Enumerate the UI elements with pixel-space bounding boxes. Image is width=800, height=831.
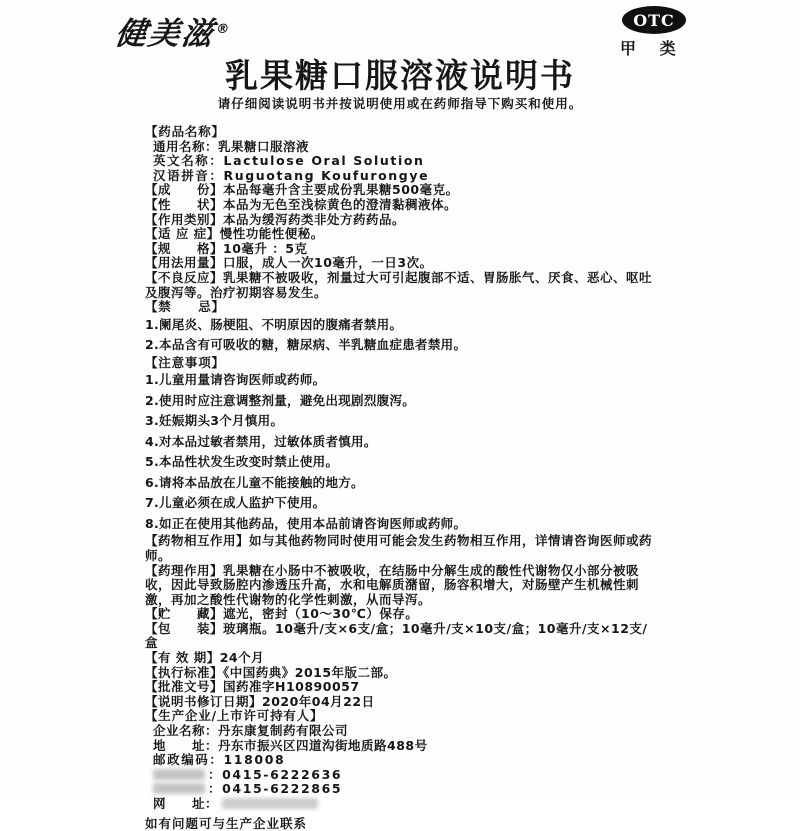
text-line: 【适 应 症】慢性功能性便秘。: [145, 226, 324, 242]
text-line: 【药理作用】乳果糖在小肠中不被吸收，在结肠中分解生成的酸性代谢物仅小部分被吸收，因此导致肠腔内渗透压升高，水和电解质潴留，肠容积增大，对肠壁产生机械性刺激，再加之酸性代谢物的化学性刺激，从而导泻。: [145, 562, 640, 607]
text-line: 【用法用量】口服，成人一次10毫升，一日3次。: [145, 255, 433, 271]
leaflet-body: [145, 125, 659, 831]
brand-logo-text: 健美滋: [112, 16, 218, 52]
otc-badge-label: OTC: [633, 10, 675, 30]
text-line: 【成 份】本品每毫升含主要成份乳果糖500毫克。: [145, 182, 459, 198]
text-line: 5.本品性状发生改变时禁止使用。: [145, 454, 339, 470]
otc-class-label: 甲 类: [620, 39, 685, 58]
text-line: 【药品名称】: [145, 124, 225, 139]
text-line: 8.如正在使用其他药品，使用本品前请咨询医师或药师。: [145, 515, 467, 531]
text-line: 【规 格】10毫升 ：5克: [145, 240, 308, 256]
page-title: 乳果糖口服溶液说明书: [225, 56, 575, 95]
text-line: 【性 状】本品为无色至浅棕黄色的澄清黏稠液体。: [145, 196, 458, 212]
fax-line: ：0415-6222865: [145, 782, 659, 797]
text-line: 邮政编码：118008: [153, 752, 286, 768]
redacted-label: [153, 769, 205, 780]
text-line: 3.妊娠期头3个月慎用。: [145, 413, 284, 429]
text-line: 【贮 藏】遮光，密封（10～30℃）保存。: [145, 606, 419, 622]
text-line: 【包 装】玻璃瓶。10毫升/支×6支/盒；10毫升/支×10支/盒；10毫升/支×12支/盒: [145, 620, 648, 651]
redacted-label: [153, 783, 205, 794]
text-line: 7.儿童必须在成人监护下使用。: [145, 495, 326, 511]
registered-trademark-icon: ®: [215, 21, 231, 37]
website-line: 网 址：: [145, 797, 659, 812]
text-line: 【注意事项】: [145, 354, 225, 370]
text-line: 【不良反应】乳果糖不被吸收，剂量过大可引起腹部不适、胃肠胀气、厌食、恶心、呕吐及腹泻等。治疗初期容易发生。: [145, 269, 653, 300]
brand-logo: [113, 8, 232, 53]
text-line: 英文名称：Lactulose Oral Solution: [153, 153, 425, 169]
text-line: 地 址：丹东市振兴区四道沟街地质路488号: [153, 737, 428, 753]
text-line: 1.阑尾炎、肠梗阻、不明原因的腹痛者禁用。: [145, 316, 403, 332]
text-line: 【药物相互作用】如与其他药物同时使用可能会发生药物相互作用，详情请咨询医师或药师。: [145, 533, 653, 563]
text-line: 【有 效 期】24个月: [145, 650, 265, 666]
text-line: 2.本品含有可吸收的糖，糖尿病、半乳糖血症患者禁用。: [145, 337, 467, 353]
text-line: 通用名称：乳果糖口服溶液: [153, 138, 310, 154]
otc-badge: [622, 6, 686, 34]
text-line: 企业名称：丹东康复制药有限公司: [153, 723, 349, 739]
text-line: 6.请将本品放在儿童不能接触的地方。: [145, 474, 364, 490]
text-line: 1.儿童用量请咨询医师或药师。: [145, 372, 326, 388]
phone-line: ：0415-6222636: [145, 768, 659, 783]
text-line: 【批准文号】国药准字H10890057: [145, 679, 360, 695]
text-line: 如有问题可与生产企业联系: [145, 815, 308, 831]
text-line: 【说明书修订日期】2020年04月22日: [145, 693, 375, 709]
text-line: 【禁 忌】: [145, 299, 225, 315]
text-line: 4.对本品过敏者禁用，过敏体质者慎用。: [145, 433, 377, 449]
text-line: 2.使用时应注意调整剂量，避免出现剧烈腹泻。: [145, 392, 416, 408]
page-subtitle: 请仔细阅读说明书并按说明使用或在药师指导下购买和使用。: [217, 96, 583, 111]
text-line: 【执行标准】《中国药典》2015年版二部。: [145, 664, 397, 680]
text-line: 【作用类别】本品为缓泻药类非处方药药品。: [145, 211, 406, 227]
text-line: 汉语拼音：Ruguotang Koufurongye: [153, 167, 430, 183]
redacted-value: [222, 798, 318, 809]
text-line: 【生产企业/上市许可持有人】: [145, 708, 324, 724]
